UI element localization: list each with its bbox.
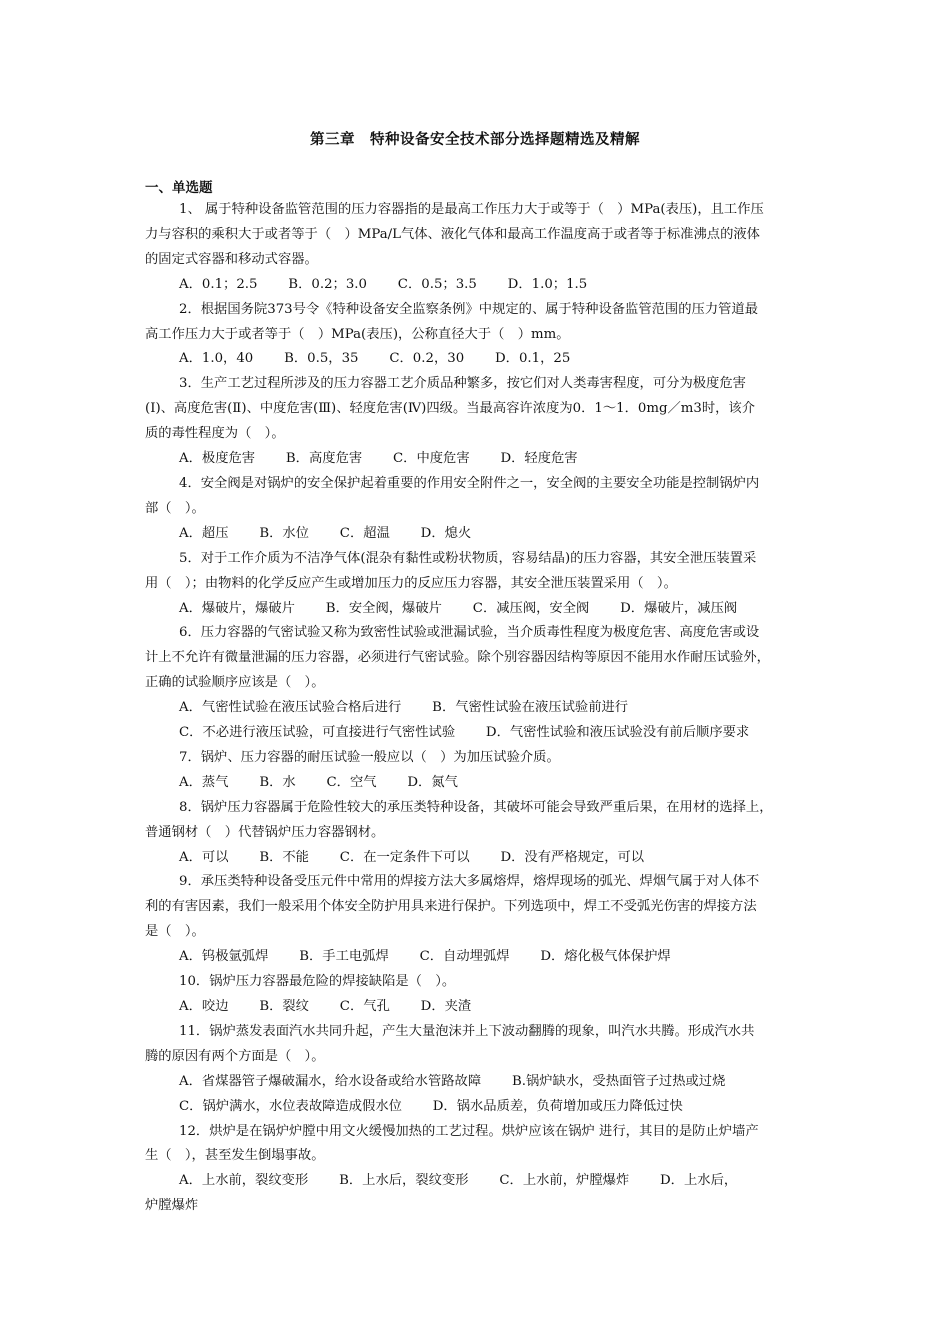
question-text: 高工作压力大于或者等于（ ）MPa(表压)，公称直径大于（ ）mm。 <box>145 326 570 342</box>
question-text: 7．锅炉、压力容器的耐压试验一般应以（ ）为加压试验介质。 <box>179 749 560 765</box>
answer-options: A．爆破片，爆破片 B．安全阀，爆破片 C．减压阀，安全阀 D．爆破片，减压阀 <box>179 600 738 616</box>
question-text: 计上不允许有微量泄漏的压力容器，必须进行气密试验。除个别容器因结构等原因不能用水作耐压试验外， <box>145 650 770 666</box>
answer-options: A．钨极氩弧焊 B．手工电弧焊 C．自动埋弧焊 D．熔化极气体保护焊 <box>179 949 671 965</box>
question-text: 4．安全阀是对锅炉的安全保护起着重要的作用安全附件之一，安全阀的主要安全功能是控制锅炉内 <box>179 475 760 491</box>
question-text: 正确的试验顺序应该是（ ）。 <box>145 675 325 691</box>
question-text: 力与容积的乘积大于或者等于（ ）MPa/L气体、液化气体和最高工作温度高于或者等于标准沸点的液体 <box>145 226 760 242</box>
answer-options: A．蒸气 B．水 C．空气 D．氮气 <box>179 774 458 790</box>
answer-options: A．上水前，裂纹变形 B．上水后，裂纹变形 C．上水前，炉膛爆炸 D．上水后， <box>179 1173 738 1189</box>
question-text: 腾的原因有两个方面是（ ）。 <box>145 1048 325 1064</box>
question-body <box>145 198 810 1219</box>
question-text: 1、 属于特种设备监管范围的压力容器指的是最高工作压力大于或等于（ ）MPa(表压)，且工作压 <box>179 202 764 217</box>
answer-options: A．咬边 B．裂纹 C．气孔 D．夹渣 <box>179 999 472 1014</box>
answer-options: A．超压 B．水位 C．超温 D．熄火 <box>179 525 472 541</box>
question-text: 12．烘炉是在锅炉炉膛中用文火缓慢加热的工艺过程。烘炉应该在锅炉 进行，其目的是防止炉墙产 <box>179 1123 759 1139</box>
answer-options: A．极度危害 B．高度危害 C．中度危害 D．轻度危害 <box>179 451 578 467</box>
answer-options: C．锅炉满水，水位表故障造成假水位 D．锅水品质差，负荷增加或压力降低过快 <box>179 1098 683 1114</box>
question-text: 11．锅炉蒸发表面汽水共同升起，产生大量泡沫并上下波动翻腾的现象，叫汽水共腾。形成汽水共 <box>179 1023 755 1039</box>
answer-options: A．0.1；2.5 B．0.2；3.0 C．0.5；3.5 D．1.0；1.5 <box>179 276 588 292</box>
question-text: 10．锅炉压力容器最危险的焊接缺陷是（ ）。 <box>179 974 456 990</box>
question-text: 质的毒性程度为（ ）。 <box>145 426 285 442</box>
question-text: 5．对于工作介质为不洁净气体(混杂有黏性或粉状物质，容易结晶)的压力容器，其安全泄压装置采 <box>179 550 757 566</box>
question-text: 部（ ）。 <box>145 500 205 516</box>
answer-options: A．省煤器管子爆破漏水，给水设备或给水管路故障 B.锅炉缺水，受热面管子过热或过烧 <box>179 1073 726 1089</box>
question-text: 用（ ）；由物料的化学反应产生或增加压力的反应压力容器，其安全泄压装置采用（ ）。 <box>145 575 677 591</box>
question-text: 利的有害因素，我们一般采用个体安全防护用具来进行保护。下列选项中，焊工不受弧光伤害的焊接方法 <box>145 899 757 915</box>
question-text: 普通钢材（ ）代替锅炉压力容器钢材。 <box>145 824 385 840</box>
question-text: 2．根据国务院373号令《特种设备安全监察条例》中规定的、属于特种设备监管范围的压力管道最 <box>179 301 759 317</box>
answer-options: A．1.0，40 B．0.5，35 C．0.2，30 D．0.1，25 <box>179 351 571 367</box>
answer-options: C．不必进行液压试验，可直接进行气密性试验 D．气密性试验和液压试验没有前后顺序要求 <box>179 725 750 741</box>
page-title: 第三章 特种设备安全技术部分选择题精选及精解 <box>310 132 640 148</box>
answer-options: A．气密性试验在液压试验合格后进行 B．气密性试验在液压试验前进行 <box>179 700 629 716</box>
question-text: (Ⅰ)、高度危害(Ⅱ)、中度危害(Ⅲ)、轻度危害(Ⅳ)四级。当最高容许浓度为0．1～1．0mg／m3时，该介 <box>145 401 756 417</box>
question-text: 的固定式容器和移动式容器。 <box>145 251 318 267</box>
question-text: 是（ ）。 <box>145 924 205 940</box>
question-text: 8．锅炉压力容器属于危险性较大的承压类特种设备，其破坏可能会导致严重后果，在用材的选择上， <box>179 799 773 815</box>
section-heading: 一、单选题 <box>145 180 213 196</box>
question-text: 生（ ），甚至发生倒塌事故。 <box>145 1148 325 1164</box>
question-text: 6．压力容器的气密试验又称为致密性试验或泄漏试验，当介质毒性程度为极度危害、高度危害或设 <box>179 625 760 641</box>
answer-options: 炉膛爆炸 <box>145 1198 199 1214</box>
question-text: 9．承压类特种设备受压元件中常用的焊接方法大多属熔焊，熔焊现场的弧光、焊烟气属于对人体不 <box>179 874 760 890</box>
answer-options: A．可以 B．不能 C．在一定条件下可以 D．没有严格规定，可以 <box>179 849 645 865</box>
question-text: 3．生产工艺过程所涉及的压力容器工艺介质品种繁多，按它们对人类毒害程度，可分为极度危害 <box>179 376 746 392</box>
